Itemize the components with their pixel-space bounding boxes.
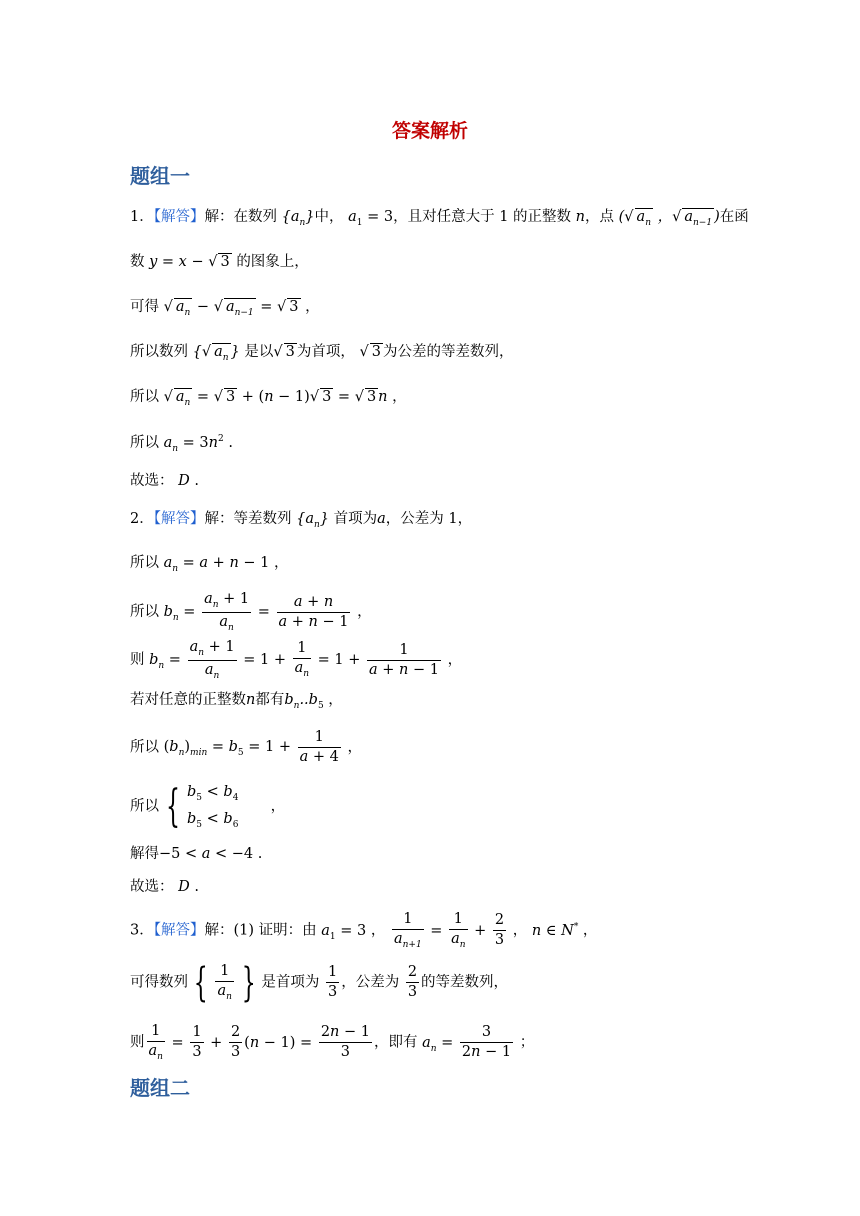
q2-tag: 【解答】 — [153, 511, 205, 527]
q2-line9: 故选： D . — [130, 879, 199, 895]
q2-line3: 所以 $b_n$ = $\frac{a_n + 1}{a_n}$ = $\frac{a + n}{a + n - 1}$ ， — [130, 591, 372, 633]
q1-line1: 1．【解答】解：在数列 $\{a_n\}$中， $a_1 = 3$，且对任意大于 1 的正整数 n，点 (√ $a_n$ ，√ $a_{n-1}$ )在函 — [130, 209, 749, 228]
section-heading-group2: 题组二 — [130, 1076, 190, 1100]
q1-line6: 所以 $a_n = 3n^2$ . — [130, 434, 233, 454]
q1-answer: D — [178, 473, 190, 489]
q2-line7: 所以 { $b_5 < b_4$ $b_5 < b_6$ ， — [130, 780, 286, 832]
q3-line2: 可得数列 { $\frac{1}{a_n}$ } 是首项为 $\frac{1}{3}$ ，公差为 $\frac{2}{3}$ 的等差数列， — [130, 959, 509, 1006]
q2-line1: 2．【解答】解：等差数列 $\{a_n\}$ 首项为a，公差为 1， — [130, 511, 473, 530]
q2-line4: 则 $b_n$ = $\frac{a_n + 1}{a_n}$ = 1 + $\frac{1}{a_n}$ = 1 + $\frac{1}{a + n - 1}$ ， — [130, 639, 463, 681]
q2-line6: 所以 $(b_n)_{min} = b_5 = 1$ + $\frac{1}{a + 4}$ ， — [130, 729, 362, 765]
q3-line3: 则 $\frac{1}{a_n}$ = $\frac{1}{3}$ + $\frac{2}{3}$ (n − 1) = $\frac{2n - 1}{3}$ ，即有 $a_n$ = $\frac{3}{2n - 1}$ ； — [130, 1023, 535, 1062]
q2-line5: 若对任意的正整数n都有$b_n..b_5$ ， — [130, 692, 343, 711]
q2-line2: 所以 $a_n = a + n - 1$ ， — [130, 555, 289, 574]
q2-answer: D — [178, 879, 190, 895]
q1-tag: 【解答】 — [153, 209, 205, 225]
q1-line5: 所以 √ $a_n$ = √ 3 + (n − 1)√ 3 = √ 3 n ， — [130, 389, 407, 408]
q2-line8: 解得−5 < a < −4 . — [130, 846, 263, 862]
section-heading-group1: 题组一 — [130, 164, 190, 188]
q1-line7: 故选： D . — [130, 473, 199, 489]
page-title: 答案解析 — [391, 120, 468, 142]
q1-line2: 数 y = x − √ 3 的图象上， — [130, 254, 309, 270]
q3-line1: 3．【解答】解：(1) 证明：由 $a_1 = 3$ ， $\frac{1}{a_{n+1}}$ = $\frac{1}{a_n}$ + $\frac{2}{3}$ ， n ∈ N* ， — [130, 911, 598, 950]
q1-line4: 所以数列 {√ $a_n$ } 是以√ 3 为首项， √ 3 为公差的等差数列， — [130, 344, 514, 363]
q3-tag: 【解答】 — [153, 922, 205, 939]
q1-line3: 可得 √ $a_n$ − √ $a_{n-1}$ = √ 3 ， — [130, 299, 320, 318]
